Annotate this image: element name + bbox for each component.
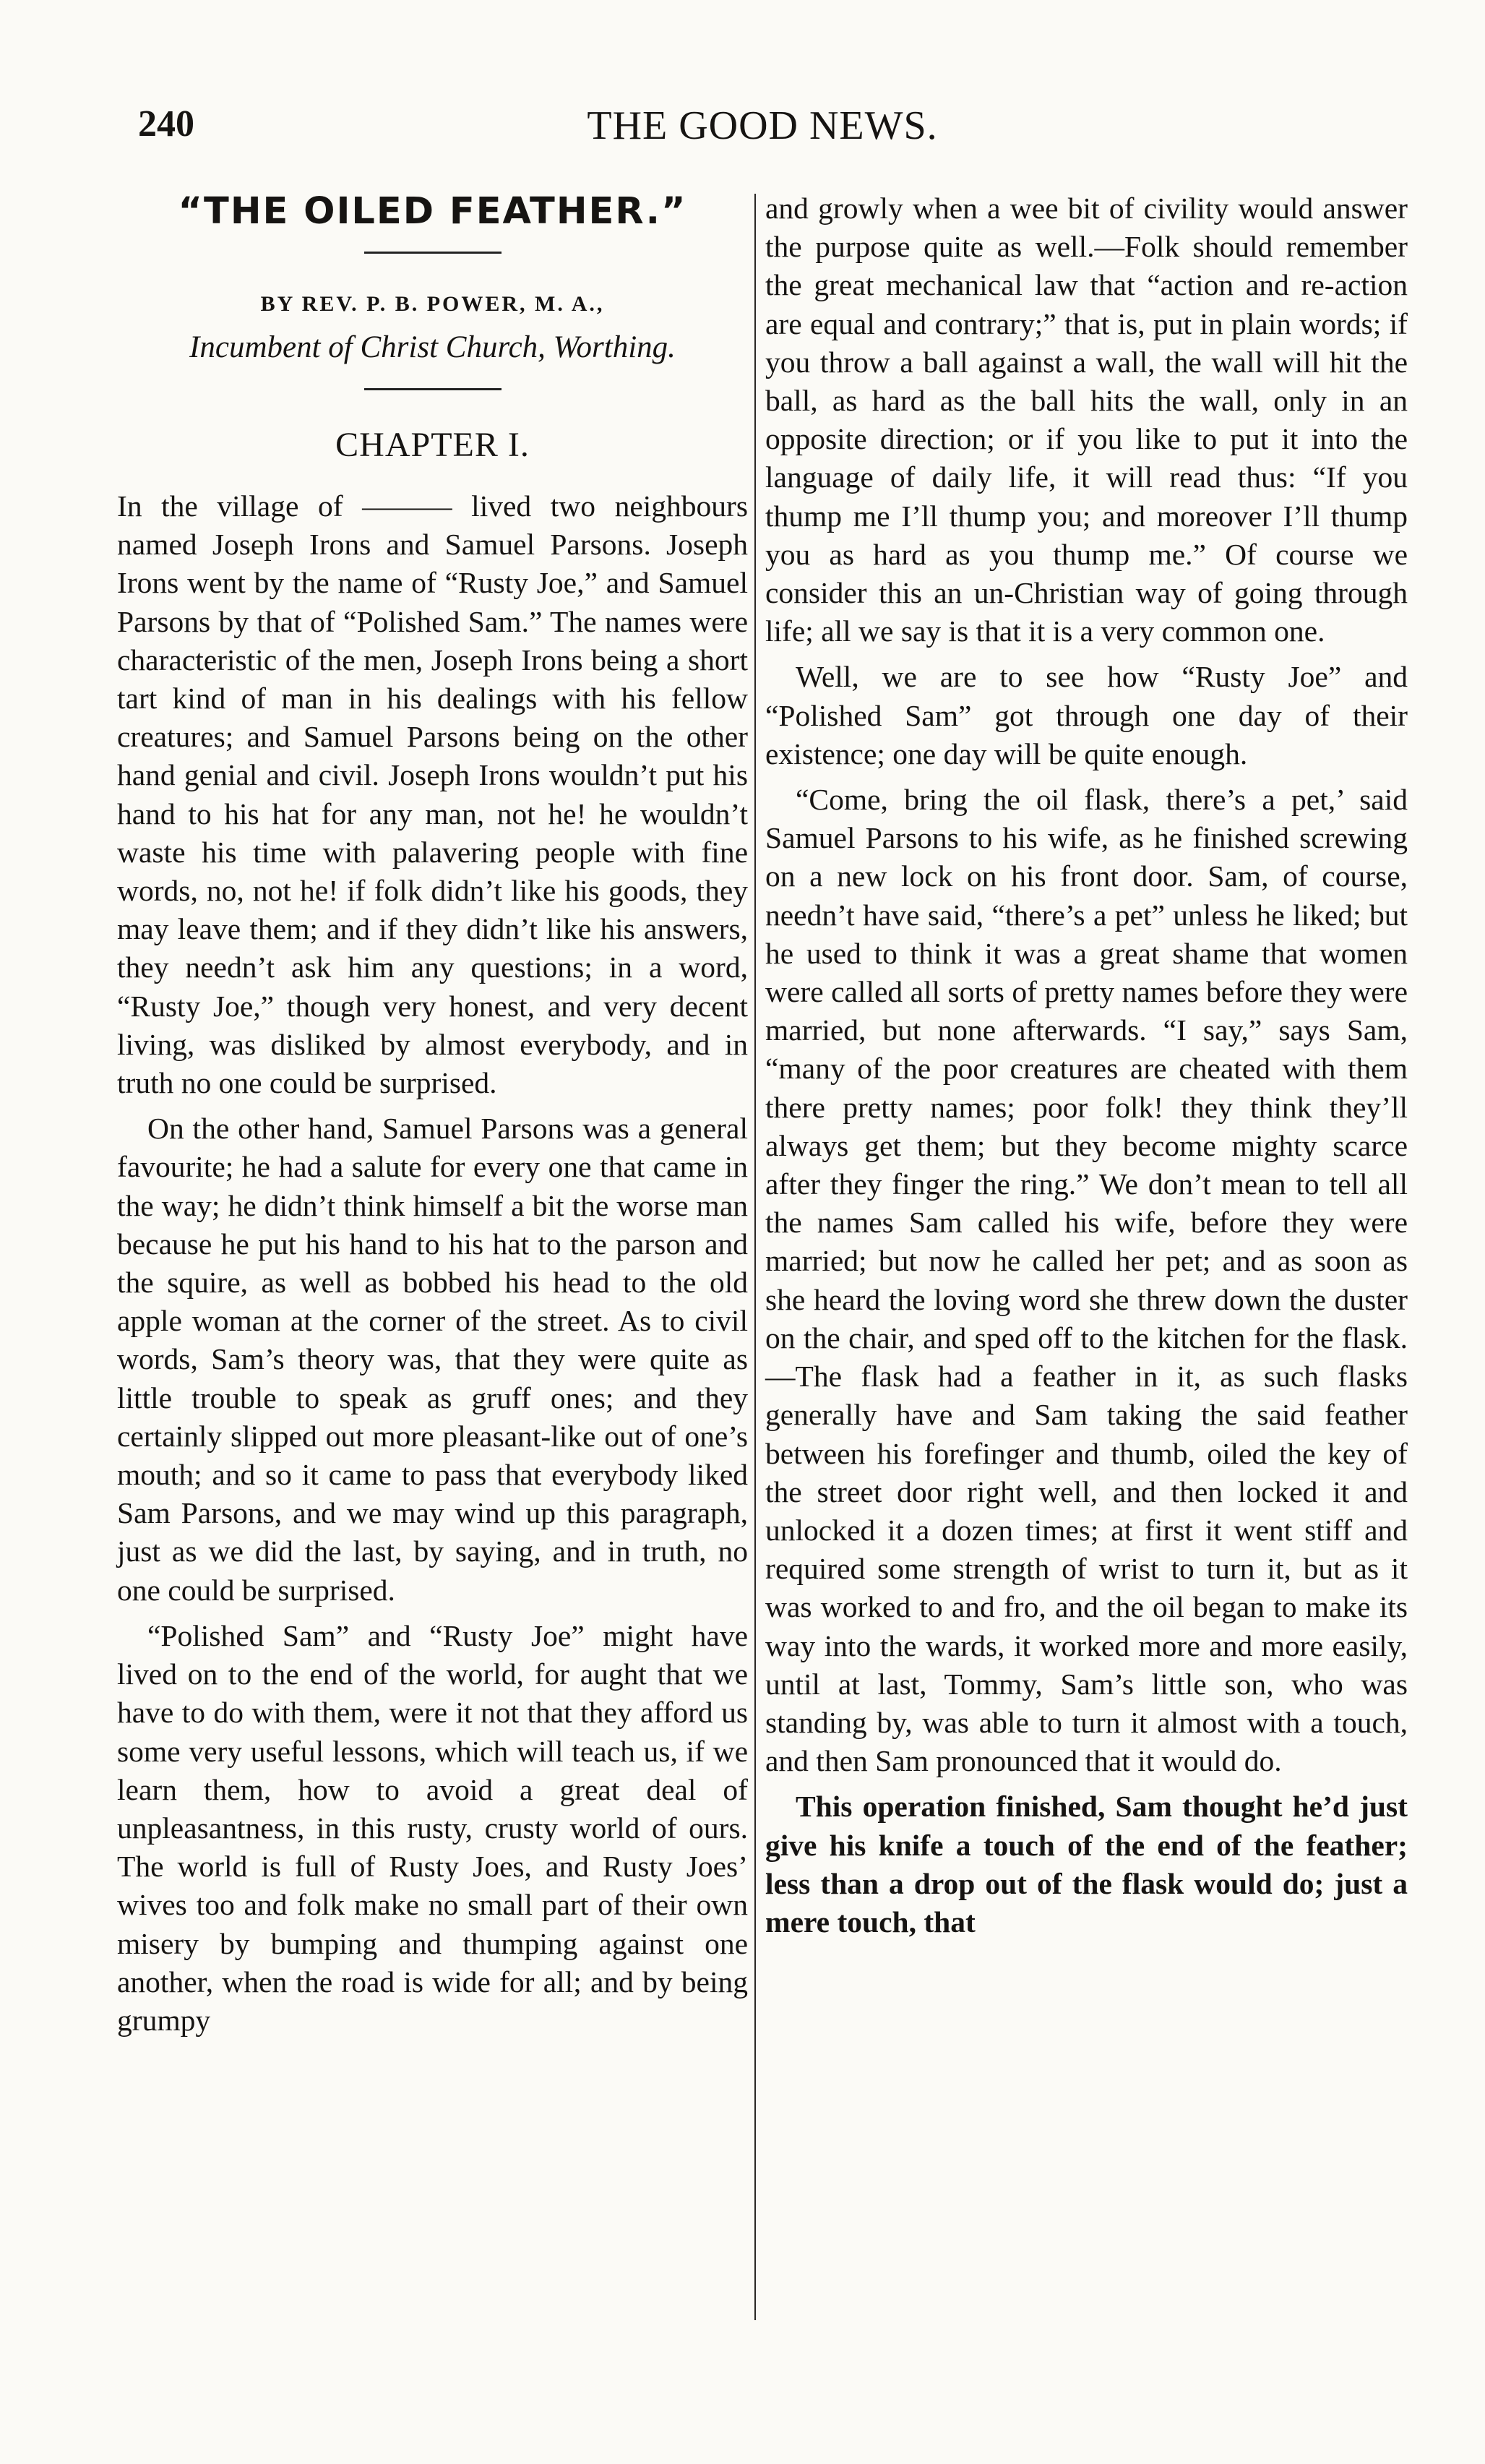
chapter-heading: CHAPTER I. <box>335 426 530 464</box>
paragraph: In the village of ——— lived two neighbours named Joseph Irons and Samuel Parsons. Joseph Irons went by the name of “Rusty Joe,” and Samuel Parsons by that of “Polished Sam.” The names were characteristic of the men, Joseph Irons being a short tart kind of man in his dealings with his fellow creatures; and Samuel Parsons being on the other hand genial and civil. Joseph Irons wouldn’t put his hand to his hat for any man, not he! he wouldn’t waste his time with palavering people with fine words, no, not he! if folk didn’t like his goods, they may leave them; and if they didn’t like his answers, they needn’t ask him any questions; in a word, “Rusty Joe,” though very honest, and very decent living, was disliked by almost everybody, and in truth no one could be surprised. <box>117 489 748 1100</box>
column-divider <box>754 194 756 2320</box>
author-byline: BY REV. P. B. POWER, M. A., <box>260 292 605 316</box>
left-column <box>117 189 748 2047</box>
paragraph: and growly when a wee bit of civility would answer the purpose quite as well.—Folk should remember the great mechanical law that “action and re-action are equal and contrary;” that is, put in plain words; if you throw a ball against a wall, the wall will hit the ball, as hard as the ball hits the wall, only in an opposite direction; or if you like to put it into the language of daily life, it will read thus: “If you thump me I’ll thump you; and moreover I’ll thump you as hard as you thump me.” Of course we consider this an un-Christian way of going through life; all we say is that it is a very common one. <box>765 192 1408 648</box>
page-header <box>90 103 1434 153</box>
page-number: 240 <box>138 103 194 145</box>
paragraph: On the other hand, Samuel Parsons was a general favourite; he had a salute for every one that came in the way; he didn’t think himself a bit the worse man because he put his hand to his hat to the parson and the squire, as well as bobbed his head to the old apple woman at the corner of the street. As to civil words, Sam’s theory was, that they were quite as little trouble to speak as gruff ones; and they certainly slipped out more pleasant-like out of one’s mouth; and so it came to pass that everybody liked Sam Parsons, and we may wind up this paragraph, just as we did the last, by saying, and in truth, no one could be surprised. <box>117 1112 748 1607</box>
paragraph: “Come, bring the oil flask, there’s a pet,’ said Samuel Parsons to his wife, as he finished screwing on a new lock on his front door. Sam, of course, needn’t have said, “there’s a pet” unless he liked; but he used to think it was a great shame that women were called all sorts of pretty names before they were married, but none afterwards. “I say,” says Sam, “many of the poor creatures are cheated with them there pretty names; poor folk! they think they’ll always get them; but they become mighty scarce after they finger the ring.” We don’t mean to tell all the names Sam called his wife, before they were married; but now he called her pet; and as soon as she heard the loving word she threw down the duster on the chair, and sped off to the kitchen for the flask.—The flask had a feather in it, as such flasks generally have and Sam taking the said feather between his forefinger and thumb, oiled the key of the street door right well, and then locked it and unlocked it a dozen times; at first it went stiff and required some strength of wrist to turn it, but as it was worked to and fro, and the oil began to make its way into the wards, it worked more and more easily, until at last, Tommy, Sam’s little son, who was standing by, was able to turn it almost with a touch, and then Sam pronounced that it would do. <box>765 783 1408 1778</box>
running-title: THE GOOD NEWS. <box>587 103 938 148</box>
paragraph: Well, we are to see how “Rusty Joe” and “Polished Sam” got through one day of their existence; one day will be quite enough. <box>765 660 1408 770</box>
paragraph: “Polished Sam” and “Rusty Joe” might have lived on to the end of the world, for aught that we have to do with them, were it not that they afford us some very useful lessons, which will teach us, if we learn them, how to avoid a great deal of unpleasantness, in this rusty, crusty world of ours. The world is full of Rusty Joes, and Rusty Joes’ wives too and folk make no small part of their own misery by bumping and thumping against one another, when the road is wide for all; and by being grumpy <box>117 1618 748 2037</box>
article-title: “THE OILED FEATHER.” <box>178 190 687 233</box>
byline-rule <box>364 388 502 390</box>
paragraph: This operation finished, Sam thought he’d just give his knife a touch of the end of the feather; less than a drop out of the flask would do; just a mere touch, that <box>765 1790 1408 1939</box>
title-rule <box>364 252 502 254</box>
right-column <box>765 189 1408 1949</box>
author-affiliation: Incumbent of Christ Church, Worthing. <box>189 330 676 364</box>
